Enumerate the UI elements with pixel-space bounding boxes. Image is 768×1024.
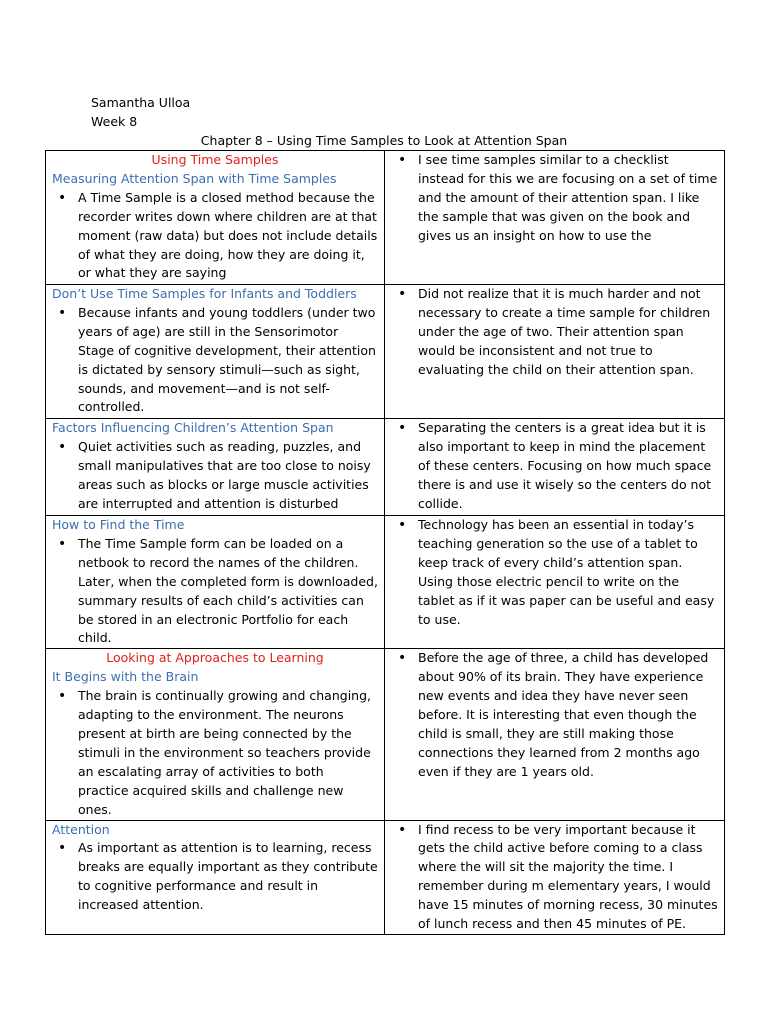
subheading: It Begins with the Brain xyxy=(52,669,199,685)
reflection-cell xyxy=(385,820,725,934)
reflection-cell xyxy=(385,151,725,285)
notes-cell xyxy=(46,820,385,934)
notes-cell xyxy=(46,419,385,516)
subheading: How to Find the Time xyxy=(52,517,185,532)
notes-table xyxy=(45,150,725,935)
notes-cell xyxy=(46,516,385,649)
subheading: Don’t Use Time Samples for Infants and Toddlers xyxy=(52,286,357,301)
reflection-cell xyxy=(385,419,725,516)
section-heading: Using Time Samples xyxy=(151,152,279,167)
reflection-bullet: • I find recess to be very important because it gets the child active before coming to a class where the will sit the majority the time. I remember during m elementary years, I would have 15 minutes of morning recess, 30 minutes of lunch recess and then 45 minutes of PE. xyxy=(418,821,718,934)
notes-cell xyxy=(46,285,385,419)
reflection-bullet: • Did not realize that it is much harder and not necessary to create a time sample for children under the age of two. Their attention span would be inconsistent and not true to evaluating the child on their attention span. xyxy=(418,285,718,380)
table-row xyxy=(46,419,725,516)
reflection-bullet: • Before the age of three, a child has developed about 90% of its brain. They have experience new events and idea they have never seen before. It is interesting that even though the child is small, they are still making those connections they learned from 2 months ago even if they are 1 years old. xyxy=(418,649,718,781)
notes-cell xyxy=(46,151,385,285)
subheading: Measuring Attention Span with Time Samples xyxy=(52,170,337,186)
reflection-bullet: • I see time samples similar to a checklist instead for this we are focusing on a set of time and the amount of their attention span. I like the sample that was given on the book and gives us an insight on how to use the xyxy=(418,151,718,246)
subheading: Attention xyxy=(52,821,110,837)
note-bullet: • A Time Sample is a closed method because the recorder writes down where children are at that moment (raw data) but does not include details of what they are doing, how they are doing it, or what they are saying xyxy=(78,189,378,284)
student-name: Samantha Ulloa xyxy=(91,95,191,110)
table-row xyxy=(46,285,725,419)
reflection-cell xyxy=(385,516,725,649)
reflection-bullet: • Separating the centers is a great idea but it is also important to keep in mind the placement of these centers. Focusing on how much space there is and use it wisely so the centers do not collide. xyxy=(418,419,718,514)
subheading: Factors Influencing Children’s Attention Span xyxy=(52,420,334,435)
table-row xyxy=(46,151,725,285)
reflection-bullet: • Technology has been an essential in today’s teaching generation so the use of a tablet to keep track of every child’s attention span. Using those electric pencil to write on the tablet as if it was paper can be useful and easy to use. xyxy=(418,516,718,629)
note-bullet: • Because infants and young toddlers (under two years of age) are still in the Sensorimotor Stage of cognitive development, their attention is dictated by sensory stimuli—such as sight, sounds, and movement—and is not self-controlled. xyxy=(78,304,378,417)
document-title: Chapter 8 – Using Time Samples to Look at Attention Span xyxy=(200,133,568,148)
table-row xyxy=(46,516,725,649)
note-bullet: • Quiet activities such as reading, puzzles, and small manipulatives that are too close to noisy areas such as blocks or large muscle activities are interrupted and attention is disturbed xyxy=(78,438,378,514)
note-bullet: • The Time Sample form can be loaded on a netbook to record the names of the children. Later, when the completed form is downloaded, summary results of each child’s activities can be stored in an electronic Portfolio for each child. xyxy=(78,535,378,648)
note-bullet: • As important as attention is to learning, recess breaks are equally important as they contribute to cognitive performance and result in increased attention. xyxy=(78,839,378,915)
reflection-cell xyxy=(385,649,725,820)
table-row xyxy=(46,649,725,820)
notes-cell xyxy=(46,649,385,820)
week-label: Week 8 xyxy=(91,114,138,129)
section-heading: Looking at Approaches to Learning xyxy=(106,650,324,666)
table-row xyxy=(46,820,725,934)
note-bullet: • The brain is continually growing and changing, adapting to the environment. The neurons present at birth are being connected by the stimuli in the environment so teachers provide an escalating array of activities to both practice acquired skills and challenge new ones. xyxy=(78,687,378,819)
reflection-cell xyxy=(385,285,725,419)
